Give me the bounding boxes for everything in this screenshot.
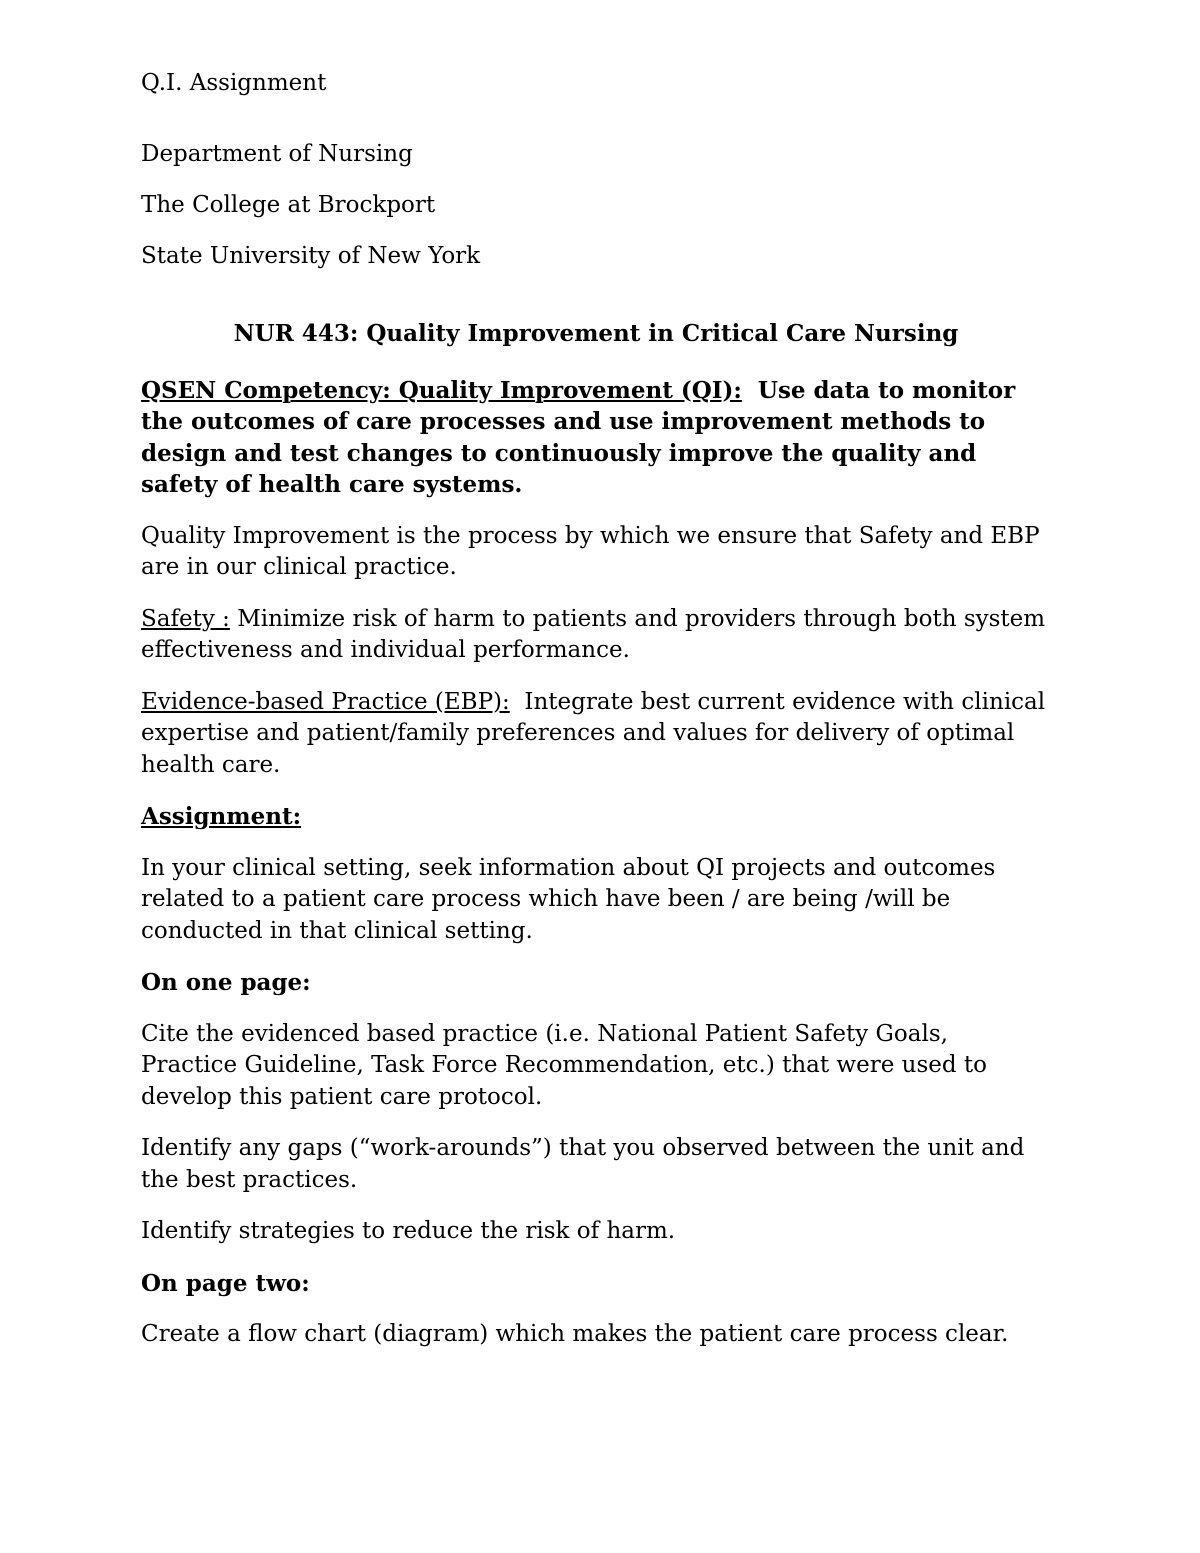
page-one-item-cite: Cite the evidenced based practice (i.e. National Patient Safety Goals, Practice Guideline, Task Force Recommendation, etc.) that were used to develop this patient care protocol.	[141, 1020, 988, 1110]
qsen-heading: QSEN Competency: Quality Improvement (QI):	[141, 376, 742, 404]
university-line: State University of New York	[141, 242, 481, 269]
page-one-heading: On one page:	[141, 969, 311, 996]
ebp-term: Evidence-based Practice (EBP):	[141, 688, 510, 715]
page-one-item-gaps: Identify any gaps (“work-arounds”) that you observed between the unit and the best practices.	[141, 1135, 1025, 1193]
assignment-text: In your clinical setting, seek information about QI projects and outcomes related to a patient care process which have been / are being /will be conducted in that clinical setting.	[141, 854, 996, 944]
course-title: NUR 443: Quality Improvement in Critical Care Nursing	[233, 320, 959, 347]
college-line: The College at Brockport	[141, 191, 436, 218]
qsen-competency	[141, 375, 1051, 501]
qi-intro: Quality Improvement is the process by which we ensure that Safety and EBP are in our clinical practice.	[141, 522, 1040, 580]
qsen-text: Use data to monitor the outcomes of care processes and use improvement methods to design and test changes to continuously improve the quality and safety of health care systems.	[141, 376, 1016, 498]
ebp-definition	[141, 687, 1051, 782]
page-two-heading: On page two:	[141, 1269, 310, 1297]
safety-text: Minimize risk of harm to patients and providers through both system effectiveness and individual performance.	[141, 605, 1046, 663]
safety-term: Safety :	[141, 605, 230, 632]
page-two-text: Create a flow chart (diagram) which makes the patient care process clear.	[141, 1321, 1009, 1347]
safety-definition	[141, 604, 1051, 667]
assignment-heading: Assignment:	[141, 803, 302, 830]
department-line: Department of Nursing	[141, 140, 413, 167]
page-one-item-strategies: Identify strategies to reduce the risk of harm.	[141, 1218, 676, 1244]
ebp-text: Integrate best current evidence with clinical expertise and patient/family preferences and values for delivery of optimal health care.	[141, 688, 1046, 778]
document-page	[141, 68, 1051, 1371]
document-label: Q.I. Assignment	[141, 70, 327, 96]
